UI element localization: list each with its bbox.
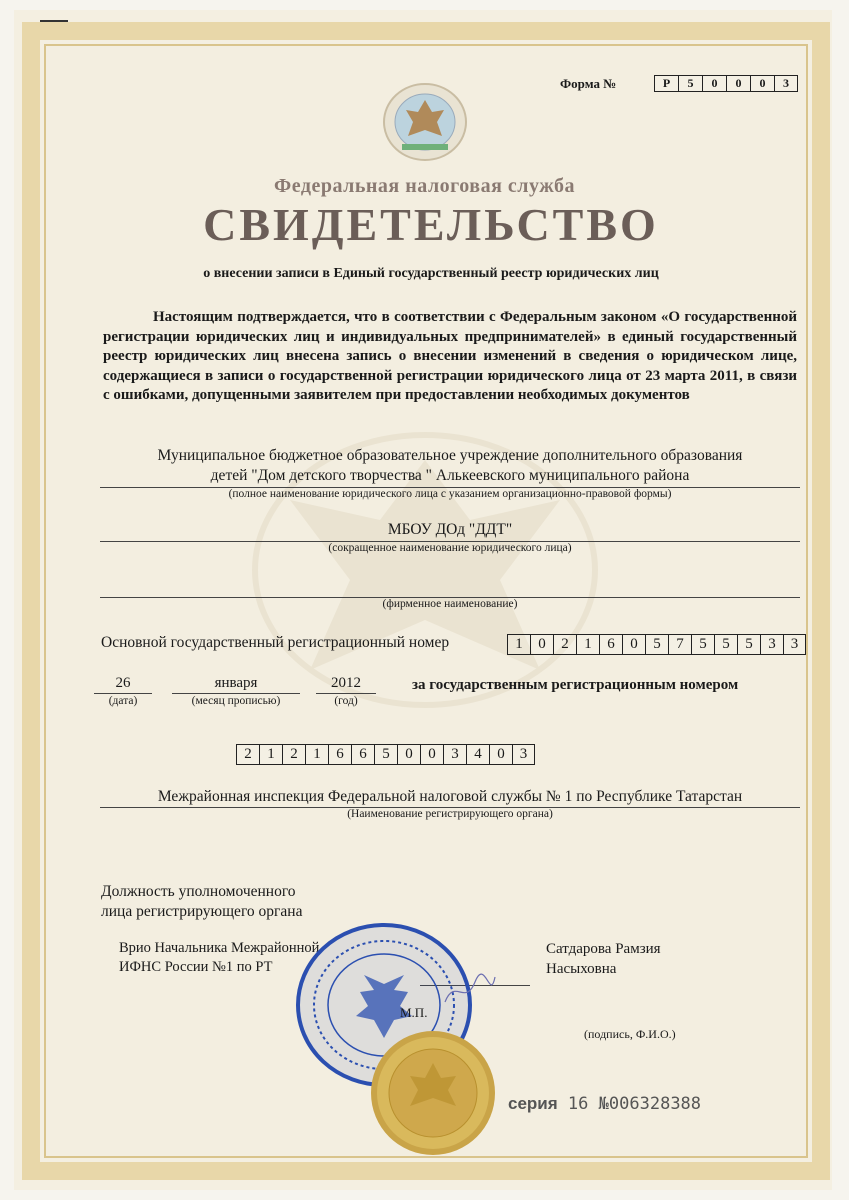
- firm-name-caption: (фирменное наименование): [382, 598, 518, 610]
- position-label: [101, 882, 302, 922]
- grn-digit: 4: [466, 744, 489, 765]
- form-code-cell: 3: [774, 75, 798, 92]
- registration-number-label: за государственным регистрационным номером: [412, 677, 739, 693]
- grn-digit: 3: [443, 744, 466, 765]
- grn-digit: 2: [236, 744, 259, 765]
- full-name-line: Муниципальное бюджетное образовательное учреждение дополнительного образования: [157, 447, 743, 464]
- full-name: [100, 446, 800, 486]
- form-code-cell: 0: [726, 75, 750, 92]
- ogrn-digit: 1: [576, 634, 599, 655]
- full-name-caption: (полное наименование юридического лица с указанием организационно-правовой формы): [228, 488, 672, 500]
- stamp-place-label: М.П.: [400, 1005, 428, 1020]
- date-month-underline: [172, 693, 300, 694]
- ogrn-digit: 7: [668, 634, 691, 655]
- firm-name: [100, 578, 800, 596]
- ogrn-digit: 1: [507, 634, 530, 655]
- grn-number: [236, 744, 535, 765]
- corner-mark: [40, 20, 68, 22]
- date-day-underline: [94, 693, 152, 694]
- date-year: 2012: [331, 675, 361, 691]
- form-code-cell: 0: [750, 75, 774, 92]
- hologram-seal-icon: [368, 1028, 498, 1158]
- grn-digit: 6: [351, 744, 374, 765]
- ogrn-digit: 5: [645, 634, 668, 655]
- ogrn-number: [507, 634, 806, 655]
- date-day-caption: (дата): [108, 695, 138, 707]
- registering-authority-caption: (Наименование регистрирующего органа): [347, 808, 553, 820]
- form-code-cell: Р: [654, 75, 678, 92]
- form-code-cell: 5: [678, 75, 702, 92]
- grn-digit: 1: [259, 744, 282, 765]
- ogrn-digit: 5: [714, 634, 737, 655]
- date-month-caption: (месяц прописью): [191, 695, 281, 707]
- form-code-cell: 0: [702, 75, 726, 92]
- series-number-label: №: [598, 1094, 609, 1114]
- date-month: января: [214, 675, 258, 691]
- date-year-underline: [316, 693, 376, 694]
- form-code: [654, 75, 798, 92]
- official-position-line: Врио Начальника Межрайонной: [119, 940, 320, 956]
- series-label: серия: [508, 1094, 558, 1113]
- grn-digit: 5: [374, 744, 397, 765]
- official-position: [119, 939, 319, 977]
- certificate-series: [508, 1094, 701, 1114]
- official-position-line: ИФНС России №1 по РТ: [119, 959, 273, 975]
- signature-scribble-icon: [440, 972, 500, 1012]
- ogrn-label: Основной государственный регистрационный номер: [101, 634, 450, 651]
- official-name-line: Насыховна: [546, 961, 617, 977]
- document-title: СВИДЕТЕЛЬСТВО: [203, 199, 659, 250]
- ogrn-digit: 5: [737, 634, 760, 655]
- form-label: Форма №: [560, 76, 617, 91]
- certification-paragraph: Настоящим подтверждается, что в соответствии с Федеральным законом «О государственной регистрации юридических лиц и индивидуальных предпринимателей» в единый государственный реестр юридических лиц внесена запись о внесении изменений в сведения о юридическом лице, содержащиеся в записи о государственной регистрации юридического лица от 23 марта 2011, в связи с ошибками, допущенными заявителем при предоставлении необходимых документов: [103, 309, 797, 403]
- document-subtitle: о внесении записи в Единый государственный реестр юридических лиц: [203, 266, 659, 281]
- service-name: Федеральная налоговая служба: [274, 175, 575, 197]
- signature-caption: (подпись, Ф.И.О.): [584, 1027, 676, 1041]
- ogrn-digit: 6: [599, 634, 622, 655]
- registering-authority: Межрайонная инспекция Федеральной налоговой службы № 1 по Республике Татарстан: [157, 788, 743, 805]
- ogrn-digit: 2: [553, 634, 576, 655]
- official-name-line: Сатдарова Рамзия: [546, 941, 661, 957]
- fns-emblem-icon: [382, 82, 468, 162]
- short-name: МБОУ ДОд "ДДТ": [387, 521, 513, 538]
- date-year-caption: (год): [334, 695, 358, 707]
- grn-digit: 1: [305, 744, 328, 765]
- grn-digit: 3: [512, 744, 535, 765]
- ogrn-digit: 0: [530, 634, 553, 655]
- short-name-caption: (сокращенное наименование юридического лица): [328, 542, 572, 554]
- grn-digit: 0: [397, 744, 420, 765]
- ogrn-digit: 3: [760, 634, 783, 655]
- date-day: 26: [115, 675, 131, 691]
- full-name-line: детей "Дом детского творчества " Алькеевского муниципального района: [210, 467, 690, 484]
- series-number: 006328388: [608, 1094, 702, 1114]
- ogrn-digit: 0: [622, 634, 645, 655]
- grn-digit: 2: [282, 744, 305, 765]
- official-name: [546, 939, 661, 979]
- position-label-line: лица регистрирующего органа: [101, 903, 303, 920]
- ogrn-digit: 3: [783, 634, 806, 655]
- grn-digit: 0: [489, 744, 512, 765]
- position-label-line: Должность уполномоченного: [101, 883, 296, 900]
- grn-digit: 6: [328, 744, 351, 765]
- ogrn-digit: 5: [691, 634, 714, 655]
- grn-digit: 0: [420, 744, 443, 765]
- series-value: 16: [567, 1094, 589, 1114]
